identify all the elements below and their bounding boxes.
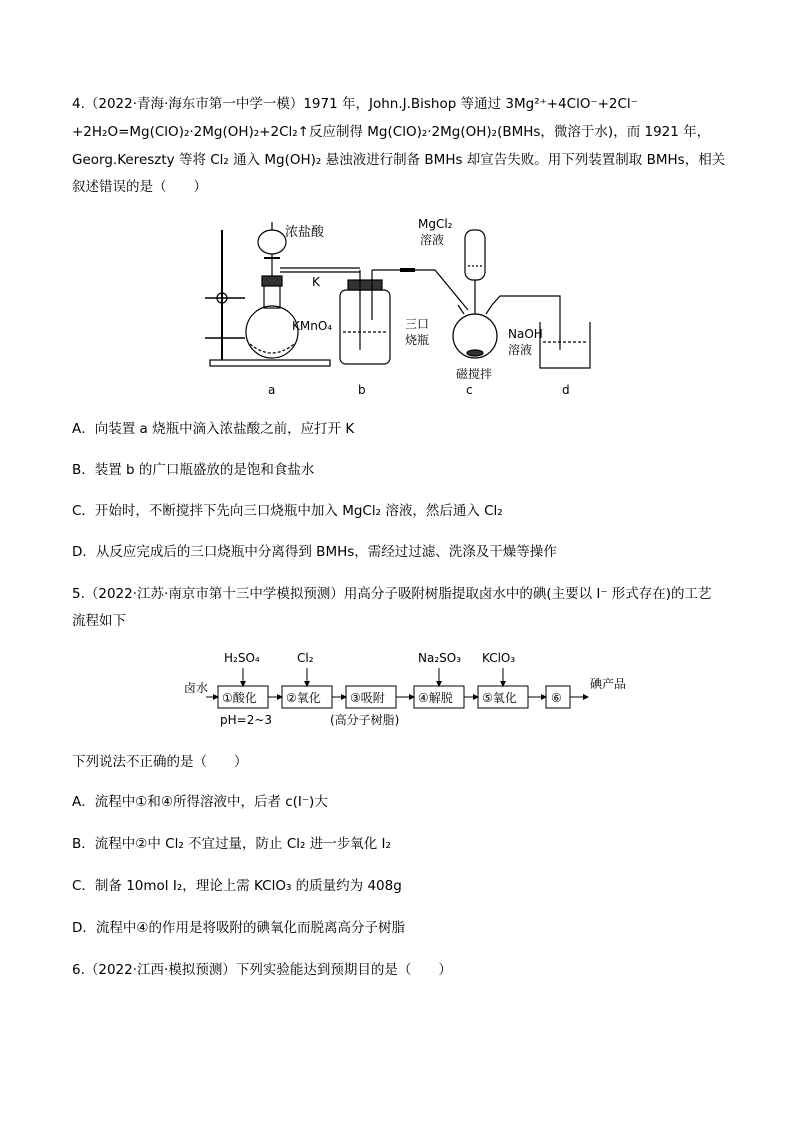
svg-text:溶液: 溶液 [420,233,445,247]
svg-text:⑤氧化: ⑤氧化 [482,691,517,705]
svg-text:(高分子树脂): (高分子树脂) [330,713,400,727]
svg-text:④解脱: ④解脱 [418,691,453,705]
q5-process-flow [180,648,627,728]
svg-text:a: a [268,383,276,397]
q4-option-b: B．装置 b 的广口瓶盛放的是饱和食盐水 [72,462,315,478]
svg-text:K: K [312,275,320,289]
q4-stem-line-3: Georg.Kereszty 等将 Cl₂ 通入 Mg(OH)₂ 悬浊液进行制备 BMHs 却宣告失败。用下列装置制取 BMHs，相关 [72,152,726,168]
svg-text:b: b [358,383,366,397]
svg-text:H₂SO₄: H₂SO₄ [224,651,260,665]
svg-text:溶液: 溶液 [508,343,533,357]
svg-text:c: c [466,383,473,397]
q4-apparatus-figure [200,210,620,402]
svg-text:KClO₃: KClO₃ [482,651,516,665]
svg-text:Na₂SO₃: Na₂SO₃ [418,651,462,665]
svg-text:烧瓶: 烧瓶 [405,333,430,347]
q5-option-d: D．流程中④的作用是将吸附的碘氧化而脱离高分子树脂 [72,920,405,936]
svg-text:①酸化: ①酸化 [222,691,257,705]
q4-option-c: C．开始时，不断搅拌下先向三口烧瓶中加入 MgCl₂ 溶液，然后通入 Cl₂ [72,503,503,519]
bottle-b [340,290,390,364]
q4-option-a: A．向装置 a 烧瓶中滴入浓盐酸之前，应打开 K [72,421,355,437]
svg-text:NaOH: NaOH [508,327,543,341]
q5-option-b: B．流程中②中 Cl₂ 不宜过量，防止 Cl₂ 进一步氧化 I₂ [72,836,391,852]
q4-stem-line-4: 叙述错误的是（ ） [72,179,207,195]
svg-text:MgCl₂: MgCl₂ [418,217,453,231]
beaker-d [540,322,590,368]
q4-stem-line-2: +2H₂O=Mg(ClO)₂·2Mg(OH)₂+2Cl₂↑反应制得 Mg(ClO)₂·2Mg(OH)₂(BMHs，微溶于水)，而 1921 年， [72,124,711,140]
svg-text:浓盐酸: 浓盐酸 [285,225,325,240]
flask-a [246,306,298,358]
svg-text:磁搅拌: 磁搅拌 [456,367,493,381]
svg-text:Cl₂: Cl₂ [297,651,314,665]
q4-option-d: D．从反应完成后的三口烧瓶中分离得到 BMHs，需经过过滤、洗涤及干燥等操作 [72,544,557,560]
svg-text:KMnO₄: KMnO₄ [292,319,333,333]
dropping-funnel [258,230,286,254]
q4-stem-line-1: 4.（2022·青海·海东市第一中学一模）1971 年，John.J.Bishop 等通过 3Mg²⁺+4ClO⁻+2Cl⁻ [72,96,638,112]
svg-text:碘产品: 碘产品 [590,677,627,691]
q5-option-c: C．制备 10mol I₂，理论上需 KClO₃ 的质量约为 408g [72,878,402,894]
svg-text:⑥: ⑥ [551,691,562,705]
mgcl2-funnel [465,230,485,280]
svg-text:三口: 三口 [405,317,430,331]
stand-base [210,360,330,366]
q6-stem-line-1: 6.（2022·江西·模拟预测）下列实验能达到预期目的是（ ） [72,962,452,978]
q5-question: 下列说法不正确的是（ ） [72,754,248,770]
svg-text:③吸附: ③吸附 [350,691,385,705]
svg-text:卤水: 卤水 [184,681,209,695]
svg-text:②氧化: ②氧化 [286,691,321,705]
q5-option-a: A．流程中①和④所得溶液中，后者 c(I⁻)大 [72,794,328,810]
q5-stem-line-1: 5.（2022·江苏·南京市第十三中学模拟预测）用高分子吸附树脂提取卤水中的碘(主要以 I⁻ 形式存在)的工艺 [72,586,712,602]
svg-text:d: d [562,383,570,397]
svg-text:pH=2~3: pH=2~3 [220,713,273,727]
q5-stem-line-2: 流程如下 [72,613,126,629]
